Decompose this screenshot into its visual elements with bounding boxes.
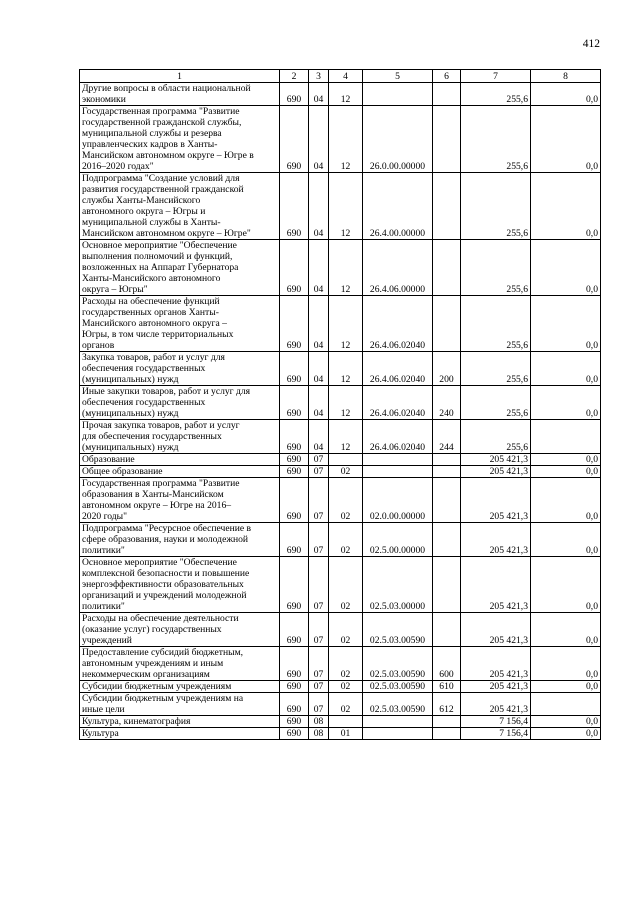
expense-type-cell: 612: [433, 693, 461, 716]
target-article-cell: [363, 466, 433, 478]
section-cell: 04: [309, 83, 329, 106]
table-row: [80, 466, 601, 478]
column-header: 5: [363, 70, 433, 83]
expense-type-cell: 200: [433, 352, 461, 386]
row-name-cell: Другие вопросы в области национальной экономики: [80, 83, 280, 106]
expense-type-cell: 240: [433, 386, 461, 420]
subsection-cell: 02: [329, 613, 363, 647]
amount-cell: 255,6: [461, 352, 531, 386]
table-row: [80, 83, 601, 106]
target-article-cell: 02.5.03.00000: [363, 557, 433, 613]
amount-2-cell: 0,0: [531, 523, 601, 557]
row-name-cell: Культура, кинематография: [80, 716, 280, 728]
subsection-cell: 02: [329, 478, 363, 523]
expense-type-cell: [433, 83, 461, 106]
target-article-cell: 26.4.06.00000: [363, 240, 433, 296]
expense-type-cell: [433, 240, 461, 296]
amount-2-cell: 0,0: [531, 83, 601, 106]
amount-2-cell: 0,0: [531, 240, 601, 296]
target-article-cell: [363, 728, 433, 740]
target-article-cell: 26.4.06.02040: [363, 386, 433, 420]
subsection-cell: [329, 716, 363, 728]
table-row: [80, 386, 601, 420]
table-row: [80, 296, 601, 352]
amount-2-cell: 0,0: [531, 557, 601, 613]
subsection-cell: 02: [329, 681, 363, 693]
code-admin-cell: 690: [280, 693, 309, 716]
amount-cell: 205 421,3: [461, 478, 531, 523]
amount-cell: 255,6: [461, 296, 531, 352]
code-admin-cell: 690: [280, 466, 309, 478]
code-admin-cell: 690: [280, 647, 309, 681]
budget-table: [79, 69, 601, 740]
table-row: [80, 557, 601, 613]
amount-2-cell: 0,0: [531, 173, 601, 240]
section-cell: 04: [309, 173, 329, 240]
amount-cell: 205 421,3: [461, 681, 531, 693]
subsection-cell: 12: [329, 296, 363, 352]
section-cell: 07: [309, 681, 329, 693]
amount-2-cell: 0,0: [531, 716, 601, 728]
target-article-cell: 02.5.03.00590: [363, 693, 433, 716]
amount-cell: 255,6: [461, 386, 531, 420]
section-cell: 07: [309, 454, 329, 466]
row-name-cell: Субсидии бюджетным учреждениям: [80, 681, 280, 693]
table-row: [80, 523, 601, 557]
code-admin-cell: 690: [280, 173, 309, 240]
target-article-cell: 02.5.03.00590: [363, 681, 433, 693]
target-article-cell: 26.4.06.02040: [363, 352, 433, 386]
row-name-cell: Закупка товаров, работ и услуг для обеспечения государственных (муниципальных) нужд: [80, 352, 280, 386]
code-admin-cell: 690: [280, 420, 309, 454]
amount-2-cell: 0,0: [531, 296, 601, 352]
table-body: [80, 83, 601, 740]
section-cell: 04: [309, 420, 329, 454]
section-cell: 04: [309, 240, 329, 296]
column-header: 8: [531, 70, 601, 83]
amount-2-cell: [531, 420, 601, 454]
target-article-cell: 26.4.06.02040: [363, 296, 433, 352]
expense-type-cell: [433, 173, 461, 240]
code-admin-cell: 690: [280, 106, 309, 173]
table-row: [80, 454, 601, 466]
code-admin-cell: 690: [280, 523, 309, 557]
expense-type-cell: [433, 454, 461, 466]
amount-2-cell: 0,0: [531, 106, 601, 173]
row-name-cell: Основное мероприятие "Обеспечение комплексной безопасности и повышение энергоэффективности образовательных организаций и учреждений молодежной политики": [80, 557, 280, 613]
expense-type-cell: 244: [433, 420, 461, 454]
code-admin-cell: 690: [280, 613, 309, 647]
expense-type-cell: [433, 728, 461, 740]
expense-type-cell: 600: [433, 647, 461, 681]
row-name-cell: Субсидии бюджетным учреждениям на иные цели: [80, 693, 280, 716]
row-name-cell: Предоставление субсидий бюджетным, автономным учреждениям и иным некоммерческим организациям: [80, 647, 280, 681]
target-article-cell: [363, 83, 433, 106]
amount-2-cell: [531, 693, 601, 716]
column-header: 2: [280, 70, 309, 83]
row-name-cell: Государственная программа "Развитие государственной гражданской службы, муниципальной службы и резерва управленческих кадров в Ханты- Мансийском автономном округе – Югре в 2016–2020 годах": [80, 106, 280, 173]
expense-type-cell: [433, 466, 461, 478]
expense-type-cell: 610: [433, 681, 461, 693]
target-article-cell: [363, 454, 433, 466]
table-row: [80, 647, 601, 681]
subsection-cell: 02: [329, 466, 363, 478]
table-row: [80, 613, 601, 647]
target-article-cell: 26.0.00.00000: [363, 106, 433, 173]
amount-2-cell: 0,0: [531, 613, 601, 647]
amount-cell: 255,6: [461, 173, 531, 240]
expense-type-cell: [433, 478, 461, 523]
column-header: 1: [80, 70, 280, 83]
amount-cell: 255,6: [461, 106, 531, 173]
code-admin-cell: 690: [280, 386, 309, 420]
amount-2-cell: 0,0: [531, 454, 601, 466]
target-article-cell: 02.5.00.00000: [363, 523, 433, 557]
column-number-row: [80, 70, 601, 83]
subsection-cell: 12: [329, 420, 363, 454]
subsection-cell: 02: [329, 693, 363, 716]
table-row: [80, 681, 601, 693]
column-header: 6: [433, 70, 461, 83]
amount-cell: 205 421,3: [461, 693, 531, 716]
expense-type-cell: [433, 613, 461, 647]
expense-type-cell: [433, 106, 461, 173]
row-name-cell: Государственная программа "Развитие образования в Ханты-Мансийском автономном округе – Югре на 2016– 2020 годы": [80, 478, 280, 523]
column-header: 3: [309, 70, 329, 83]
code-admin-cell: 690: [280, 240, 309, 296]
subsection-cell: 12: [329, 386, 363, 420]
code-admin-cell: 690: [280, 728, 309, 740]
section-cell: 07: [309, 523, 329, 557]
expense-type-cell: [433, 296, 461, 352]
subsection-cell: 01: [329, 728, 363, 740]
table-row: [80, 106, 601, 173]
row-name-cell: Расходы на обеспечение деятельности (оказание услуг) государственных учреждений: [80, 613, 280, 647]
row-name-cell: Иные закупки товаров, работ и услуг для обеспечения государственных (муниципальных) нужд: [80, 386, 280, 420]
code-admin-cell: 690: [280, 296, 309, 352]
amount-cell: 205 421,3: [461, 454, 531, 466]
row-name-cell: Культура: [80, 728, 280, 740]
row-name-cell: Подпрограмма "Ресурсное обеспечение в сфере образования, науки и молодежной политики": [80, 523, 280, 557]
target-article-cell: 26.4.00.00000: [363, 173, 433, 240]
code-admin-cell: 690: [280, 557, 309, 613]
amount-2-cell: 0,0: [531, 352, 601, 386]
section-cell: 04: [309, 106, 329, 173]
amount-2-cell: 0,0: [531, 386, 601, 420]
section-cell: 07: [309, 466, 329, 478]
expense-type-cell: [433, 716, 461, 728]
subsection-cell: 12: [329, 106, 363, 173]
subsection-cell: 02: [329, 523, 363, 557]
column-header: 7: [461, 70, 531, 83]
row-name-cell: Образование: [80, 454, 280, 466]
amount-cell: 205 421,3: [461, 466, 531, 478]
subsection-cell: [329, 454, 363, 466]
amount-cell: 205 421,3: [461, 523, 531, 557]
row-name-cell: Основное мероприятие "Обеспечение выполнения полномочий и функций, возложенных на Аппарат Губернатора Ханты-Мансийского автономного округа – Югры": [80, 240, 280, 296]
subsection-cell: 12: [329, 240, 363, 296]
table-row: [80, 173, 601, 240]
target-article-cell: [363, 716, 433, 728]
subsection-cell: 02: [329, 647, 363, 681]
row-name-cell: Расходы на обеспечение функций государственных органов Ханты- Мансийского автономного округа – Югры, в том числе территориальных органов: [80, 296, 280, 352]
column-header: 4: [329, 70, 363, 83]
subsection-cell: 12: [329, 83, 363, 106]
target-article-cell: 02.5.03.00590: [363, 613, 433, 647]
amount-cell: 7 156,4: [461, 716, 531, 728]
target-article-cell: 02.0.00.00000: [363, 478, 433, 523]
amount-cell: 205 421,3: [461, 557, 531, 613]
table-row: [80, 352, 601, 386]
amount-cell: 205 421,3: [461, 613, 531, 647]
amount-2-cell: 0,0: [531, 681, 601, 693]
section-cell: 08: [309, 716, 329, 728]
row-name-cell: Подпрограмма "Создание условий для развития государственной гражданской службы Ханты-Мансийского автономного округа – Югры и муниципальной службы в Ханты- Мансийском автономном округе – Югре": [80, 173, 280, 240]
amount-2-cell: 0,0: [531, 728, 601, 740]
section-cell: 07: [309, 478, 329, 523]
table-row: [80, 716, 601, 728]
table-row: [80, 728, 601, 740]
amount-cell: 7 156,4: [461, 728, 531, 740]
code-admin-cell: 690: [280, 454, 309, 466]
table-row: [80, 240, 601, 296]
target-article-cell: 02.5.03.00590: [363, 647, 433, 681]
expense-type-cell: [433, 557, 461, 613]
code-admin-cell: 690: [280, 352, 309, 386]
table-row: [80, 420, 601, 454]
amount-2-cell: 0,0: [531, 478, 601, 523]
row-name-cell: Прочая закупка товаров, работ и услуг для обеспечения государственных (муниципальных) нужд: [80, 420, 280, 454]
section-cell: 04: [309, 352, 329, 386]
code-admin-cell: 690: [280, 681, 309, 693]
amount-cell: 205 421,3: [461, 647, 531, 681]
amount-2-cell: 0,0: [531, 647, 601, 681]
code-admin-cell: 690: [280, 83, 309, 106]
code-admin-cell: 690: [280, 716, 309, 728]
row-name-cell: Общее образование: [80, 466, 280, 478]
amount-cell: 255,6: [461, 420, 531, 454]
amount-cell: 255,6: [461, 240, 531, 296]
page-number: 412: [582, 38, 600, 50]
section-cell: 08: [309, 728, 329, 740]
table-row: [80, 478, 601, 523]
subsection-cell: 12: [329, 173, 363, 240]
amount-2-cell: 0,0: [531, 466, 601, 478]
section-cell: 07: [309, 613, 329, 647]
subsection-cell: 12: [329, 352, 363, 386]
section-cell: 07: [309, 557, 329, 613]
section-cell: 07: [309, 693, 329, 716]
table-row: [80, 693, 601, 716]
target-article-cell: 26.4.06.02040: [363, 420, 433, 454]
expense-type-cell: [433, 523, 461, 557]
amount-cell: 255,6: [461, 83, 531, 106]
subsection-cell: 02: [329, 557, 363, 613]
section-cell: 07: [309, 647, 329, 681]
code-admin-cell: 690: [280, 478, 309, 523]
section-cell: 04: [309, 296, 329, 352]
section-cell: 04: [309, 386, 329, 420]
